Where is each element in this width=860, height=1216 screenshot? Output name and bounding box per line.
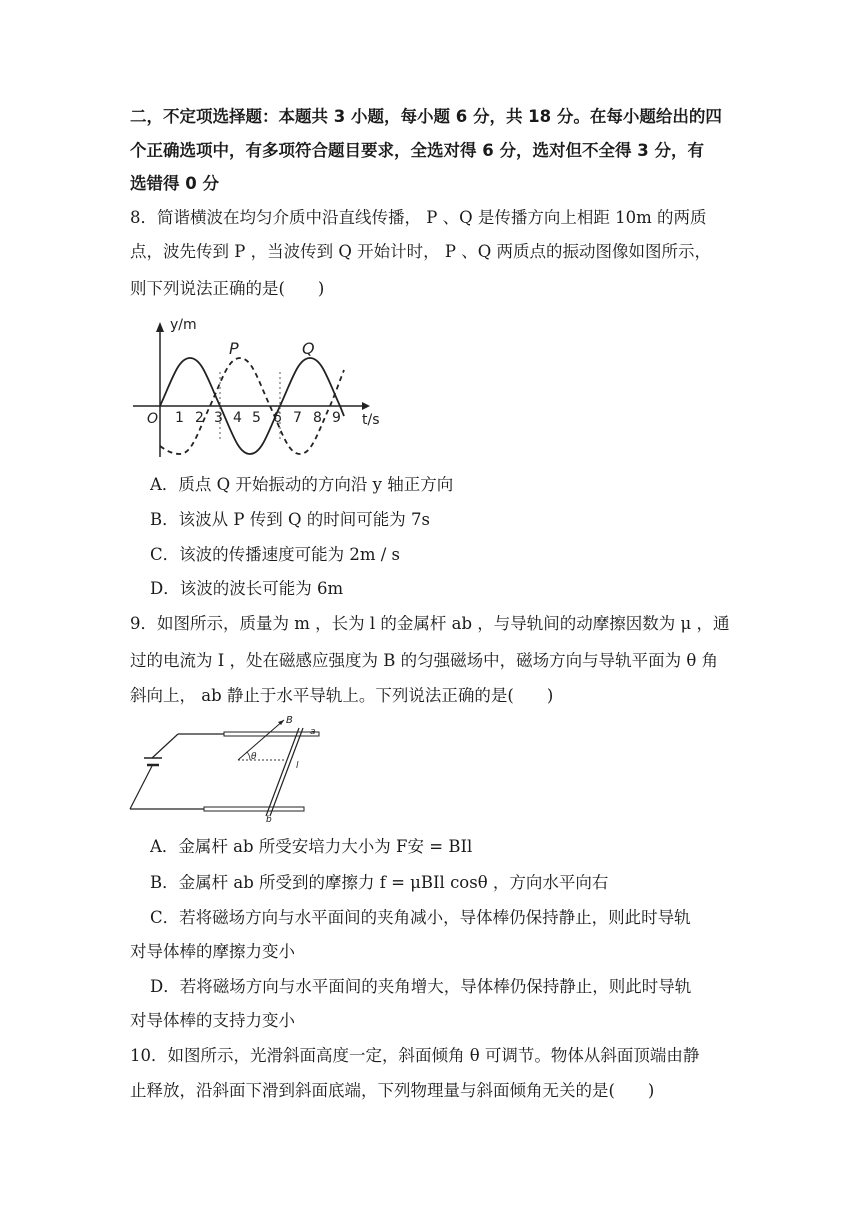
q9-option-d-line-2: 对导体棒的支持力变小 (130, 1011, 295, 1030)
q10-stem-line-1: 10．如图所示，光滑斜面高度一定，斜面倾角 θ 可调节。物体从斜面顶端由静 (130, 1046, 700, 1065)
q8-tick-8: 8 (313, 410, 322, 426)
q8-tick-5: 5 (252, 410, 261, 426)
q8-tick-4: 4 (233, 410, 242, 426)
q8-tick-2: 2 (195, 410, 204, 426)
q9-b-field-line (238, 720, 284, 760)
q9-theta-arc (247, 752, 250, 760)
section-heading-line-3: 选错得 0 分 (130, 174, 219, 193)
q8-option-b: B．该波从 P 传到 Q 的时间可能为 7s (150, 510, 430, 529)
q8-label-p: P (229, 339, 239, 358)
q8-option-a: A．质点 Q 开始振动的方向沿 y 轴正方向 (150, 475, 454, 494)
q9-frame-left-lower (130, 766, 152, 809)
q9-rail-top (224, 732, 319, 736)
q8-y-axis-arrow (156, 322, 164, 332)
q8-stem-line-2: 点，波先传到 P ，当波传到 Q 开始计时， P 、Q 两质点的振动图像如图所示， (130, 242, 711, 261)
q8-stem-line-3: 则下列说法正确的是( ) (130, 279, 325, 298)
q8-origin-label: O (147, 411, 159, 427)
q8-tick-7: 7 (293, 410, 302, 426)
q8-stem-line-1: 8．简谐横波在均匀介质中沿直线传播， P 、Q 是传播方向上相距 10m 的两质 (130, 208, 707, 227)
section-heading-line-1: 二，不定项选择题：本题共 3 小题，每小题 6 分，共 18 分。在每小题给出的四 (130, 107, 722, 126)
q8-y-label: y/m (170, 317, 197, 333)
q9-frame-left-diag (152, 734, 178, 758)
q8-tick-3: 3 (214, 410, 223, 426)
q9-rail-bottom (204, 807, 304, 811)
section-heading-line-2: 个正确选项中，有多项符合题目要求，全选对得 6 分，选对但不全得 3 分，有 (130, 141, 704, 160)
q9-option-a: A．金属杆 ab 所受安培力大小为 F安 = BIl (150, 837, 473, 856)
q10-stem-line-2: 止释放，沿斜面下滑到斜面底端，下列物理量与斜面倾角无关的是( ) (130, 1081, 655, 1100)
q8-option-c: C．该波的传播速度可能为 2m / s (150, 545, 401, 564)
q8-vibration-graph (130, 312, 390, 462)
q8-option-d: D．该波的波长可能为 6m (150, 579, 344, 598)
q9-label-b-field: B (286, 715, 293, 726)
q9-stem-line-3: 斜向上， ab 静止于水平导轨上。下列说法正确的是( ) (130, 686, 554, 705)
q9-stem-line-1: 9．如图所示，质量为 m ，长为 l 的金属杆 ab ，与导轨间的动摩擦因数为 μ ，通 (130, 614, 730, 633)
q8-tick-9: 9 (332, 410, 341, 426)
q9-rod-right (270, 728, 303, 816)
q9-label-b: b (266, 815, 272, 824)
q9-label-theta: θ (251, 752, 257, 762)
q8-tick-1: 1 (175, 410, 184, 426)
q9-option-c-line-2: 对导体棒的摩擦力变小 (130, 942, 295, 961)
q8-label-q: Q (302, 339, 315, 358)
q9-stem-line-2: 过的电流为 I ，处在磁感应强度为 B 的匀强磁场中，磁场方向与导轨平面为 θ 角 (130, 651, 719, 670)
q9-option-d-line-1: D．若将磁场方向与水平面间的夹角增大，导体棒仍保持静止，则此时导轨 (150, 977, 692, 996)
q9-option-b: B．金属杆 ab 所受到的摩擦力 f = μBIl cosθ ，方向水平向右 (150, 873, 609, 892)
q8-x-label: t/s (362, 412, 380, 428)
q9-option-c-line-1: C．若将磁场方向与水平面间的夹角减小，导体棒仍保持静止，则此时导轨 (150, 908, 691, 927)
q8-tick-6: 6 (273, 410, 282, 426)
q8-tick-labels (175, 410, 341, 426)
q9-label-a: a (310, 727, 316, 737)
q9-rod-left (266, 728, 299, 816)
q8-t-axis-arrow (362, 402, 370, 410)
q9-rail-diagram (126, 712, 336, 824)
q9-label-l: l (296, 761, 299, 771)
